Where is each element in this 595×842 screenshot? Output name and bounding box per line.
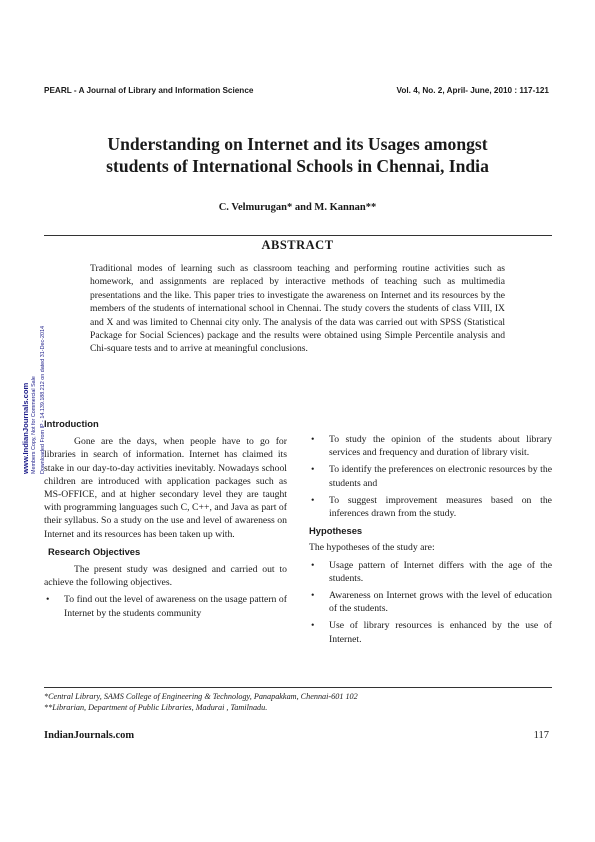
abstract-text: Traditional modes of learning such as classroom teaching and performing routine activities such as homework, and assignments are replaced by interactive methods of teaching such as multimedia presentations and the like. This paper tries to investigate the awareness on Internet and its resources by the members of the students of international school in Chennai. The study covers the students of class VIII, IX and X and was limited to Chennai city only. The analysis of the data was carried out with SPSS (Statistical Package for Social Sciences) package and the results were obtained using Simple Percentile analysis and Chi-square tests and to arrive at meaningful conclusions. — [90, 263, 505, 355]
list-item: • To study the opinion of the students about library services and frequency and duration of library visit. — [309, 433, 552, 459]
list-item: • To find out the level of awareness on the usage pattern of Internet by the students community — [44, 593, 287, 619]
abstract-top-rule — [44, 235, 552, 236]
hypotheses-intro: The hypotheses of the study are: — [309, 542, 435, 554]
list-item: • To identify the preferences on electronic resources by the students and — [309, 463, 552, 489]
sidebar-download: Downloaded From IP - 14.139.188.212 on dated 31-Dec-2014 — [40, 326, 46, 474]
paper-title — [40, 133, 555, 177]
list-item: • Usage pattern of Internet differs with the age of the students. — [309, 559, 552, 585]
title-line-2: students of International Schools in Chennai, India — [106, 156, 489, 176]
footnote-rule — [44, 687, 552, 688]
title-line-1: Understanding on Internet and its Usages amongst — [107, 134, 488, 154]
issue-info: Vol. 4, No. 2, April- June, 2010 : 117-121 — [396, 86, 549, 95]
page-number: 117 — [533, 730, 549, 741]
intro-heading: Introduction — [44, 418, 99, 429]
intro-paragraph: Gone are the days, when people have to go for libraries in search of information. Internet has claimed its stake in our day-to-day activities inevitably. Nowadays school children are introduced with application packages such as MS-OFFICE, and at higher secondary level they are taught with programming languages such C, C++, and Java as part of their syllabus. So a study on the use and level of awareness on Internet and its resources has been taken up with. — [44, 436, 287, 540]
footnote-2: **Librarian, Department of Public Libraries, Madurai , Tamilnadu. — [44, 703, 268, 712]
objectives-list-left — [44, 593, 287, 619]
left-column — [44, 417, 287, 624]
research-objectives-paragraph: The present study was designed and carried out to achieve the following objectives. — [44, 564, 287, 589]
list-item: • To suggest improvement measures based on the inferences drawn from the study. — [309, 494, 552, 520]
list-item: • Awareness on Internet grows with the level of education of the students. — [309, 589, 552, 615]
research-objectives-heading: Research Objectives — [48, 545, 141, 557]
hypotheses-list — [309, 559, 552, 646]
objectives-list-right — [309, 433, 552, 520]
sidebar-site: www.IndianJournals.com — [21, 382, 30, 474]
footer-site: IndianJournals.com — [44, 730, 135, 741]
right-column — [309, 433, 552, 650]
abstract-heading: ABSTRACT — [261, 238, 334, 252]
authors: C. Velmurugan* and M. Kannan** — [218, 202, 377, 213]
footnote-1: *Central Library, SAMS College of Engineering & Technology, Panapakkam, Chennai-601 102 — [44, 692, 358, 701]
footnotes — [44, 691, 552, 713]
journal-header: PEARL - A Journal of Library and Information Science — [44, 86, 254, 95]
hypotheses-heading: Hypotheses — [309, 525, 363, 537]
sidebar-members: Members Copy, Not for Commercial Sale — [31, 376, 37, 474]
list-item: • Use of library resources is enhanced by the use of Internet. — [309, 619, 552, 645]
